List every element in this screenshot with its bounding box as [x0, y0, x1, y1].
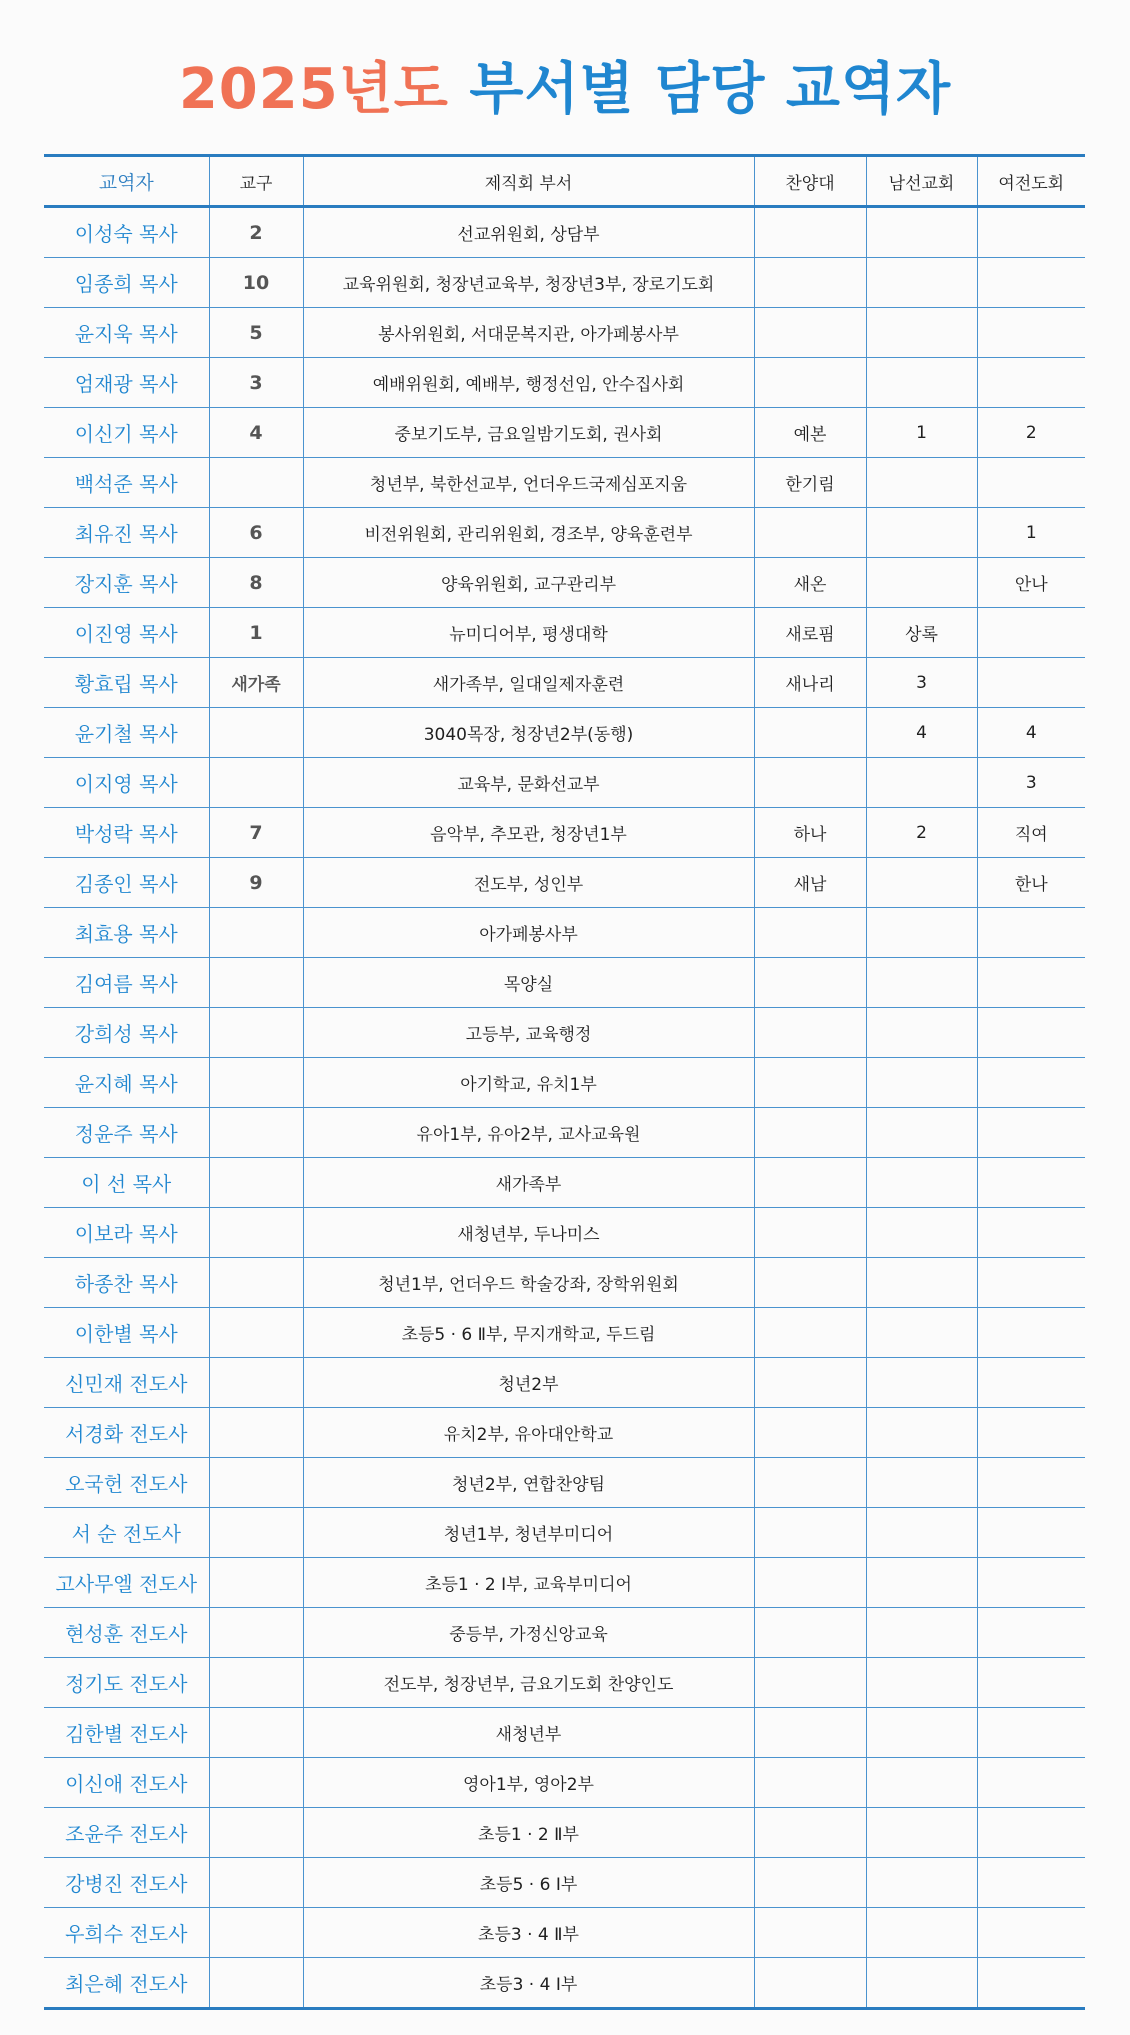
cell-department: 3040목장, 청장년2부(동행) — [303, 708, 754, 758]
cell-choir: 예본 — [754, 408, 866, 458]
cell-mens-mission — [866, 1158, 977, 1208]
cell-mens-mission: 2 — [866, 808, 977, 858]
cell-mens-mission — [866, 1208, 977, 1258]
cell-mens-mission — [866, 258, 977, 308]
table-row — [44, 1408, 1085, 1458]
cell-district: 4 — [209, 408, 303, 458]
cell-staff-name: 신민재 전도사 — [44, 1358, 209, 1408]
cell-choir: 새온 — [754, 558, 866, 608]
cell-womens-mission — [977, 658, 1085, 708]
cell-mens-mission — [866, 1808, 977, 1858]
table-row — [44, 1908, 1085, 1958]
header-choir: 찬양대 — [754, 156, 866, 207]
cell-department: 청년2부 — [303, 1358, 754, 1408]
cell-womens-mission — [977, 1158, 1085, 1208]
table-row — [44, 258, 1085, 308]
cell-choir — [754, 1758, 866, 1808]
cell-staff-name: 김한별 전도사 — [44, 1708, 209, 1758]
cell-department: 아가페봉사부 — [303, 908, 754, 958]
header-district: 교구 — [209, 156, 303, 207]
cell-choir: 새남 — [754, 858, 866, 908]
cell-choir — [754, 1008, 866, 1058]
cell-department: 초등5 · 6 Ⅰ부 — [303, 1858, 754, 1908]
cell-staff-name: 고사무엘 전도사 — [44, 1558, 209, 1608]
cell-womens-mission — [977, 458, 1085, 508]
cell-choir — [754, 1808, 866, 1858]
cell-choir — [754, 1908, 866, 1958]
cell-department: 전도부, 성인부 — [303, 858, 754, 908]
cell-staff-name: 이한별 목사 — [44, 1308, 209, 1358]
cell-choir: 새로핌 — [754, 608, 866, 658]
header-row — [44, 156, 1085, 207]
table-row — [44, 558, 1085, 608]
table-row — [44, 458, 1085, 508]
cell-department: 초등1 · 2 Ⅱ부 — [303, 1808, 754, 1858]
cell-womens-mission: 1 — [977, 508, 1085, 558]
cell-department: 새청년부 — [303, 1708, 754, 1758]
title-year: 2025년도 — [178, 57, 449, 122]
cell-district: 8 — [209, 558, 303, 608]
cell-choir — [754, 358, 866, 408]
cell-womens-mission — [977, 908, 1085, 958]
cell-womens-mission: 2 — [977, 408, 1085, 458]
cell-womens-mission — [977, 1508, 1085, 1558]
cell-department: 선교위원회, 상담부 — [303, 207, 754, 258]
cell-womens-mission: 3 — [977, 758, 1085, 808]
cell-district — [209, 1408, 303, 1458]
cell-staff-name: 황효립 목사 — [44, 658, 209, 708]
cell-staff-name: 하종찬 목사 — [44, 1258, 209, 1308]
table-row — [44, 1758, 1085, 1808]
table-row — [44, 408, 1085, 458]
cell-department: 청년1부, 언더우드 학술강좌, 장학위원회 — [303, 1258, 754, 1308]
table-row — [44, 1258, 1085, 1308]
cell-staff-name: 박성락 목사 — [44, 808, 209, 858]
cell-staff-name: 임종희 목사 — [44, 258, 209, 308]
cell-district — [209, 1258, 303, 1308]
cell-choir — [754, 958, 866, 1008]
cell-choir — [754, 508, 866, 558]
cell-staff-name: 이진영 목사 — [44, 608, 209, 658]
cell-staff-name: 이보라 목사 — [44, 1208, 209, 1258]
cell-womens-mission — [977, 1658, 1085, 1708]
cell-department: 초등3 · 4 Ⅰ부 — [303, 1958, 754, 2009]
cell-district — [209, 758, 303, 808]
table-row — [44, 1008, 1085, 1058]
table-row — [44, 1858, 1085, 1908]
cell-department: 비전위원회, 관리위원회, 경조부, 양육훈련부 — [303, 508, 754, 558]
cell-district — [209, 708, 303, 758]
cell-womens-mission — [977, 207, 1085, 258]
cell-mens-mission — [866, 958, 977, 1008]
cell-womens-mission — [977, 1908, 1085, 1958]
cell-womens-mission — [977, 1708, 1085, 1758]
cell-district: 10 — [209, 258, 303, 308]
cell-district — [209, 1558, 303, 1608]
cell-mens-mission — [866, 1058, 977, 1108]
cell-womens-mission — [977, 1958, 1085, 2009]
header-department: 제직회 부서 — [303, 156, 754, 207]
table-row — [44, 508, 1085, 558]
cell-staff-name: 백석준 목사 — [44, 458, 209, 508]
cell-choir — [754, 1608, 866, 1658]
cell-district: 7 — [209, 808, 303, 858]
table-header — [44, 156, 1085, 207]
cell-mens-mission — [866, 358, 977, 408]
cell-department: 음악부, 추모관, 청장년1부 — [303, 808, 754, 858]
cell-department: 영아1부, 영아2부 — [303, 1758, 754, 1808]
cell-womens-mission: 4 — [977, 708, 1085, 758]
cell-staff-name: 강희성 목사 — [44, 1008, 209, 1058]
cell-womens-mission: 직여 — [977, 808, 1085, 858]
cell-department: 새청년부, 두나미스 — [303, 1208, 754, 1258]
cell-district — [209, 1458, 303, 1508]
cell-womens-mission — [977, 1358, 1085, 1408]
cell-department: 고등부, 교육행정 — [303, 1008, 754, 1058]
cell-district — [209, 1508, 303, 1558]
cell-district — [209, 958, 303, 1008]
cell-mens-mission — [866, 308, 977, 358]
cell-district — [209, 1158, 303, 1208]
cell-mens-mission — [866, 1408, 977, 1458]
cell-womens-mission — [977, 1108, 1085, 1158]
cell-mens-mission — [866, 1508, 977, 1558]
cell-department: 초등5 · 6 Ⅱ부, 무지개학교, 두드림 — [303, 1308, 754, 1358]
cell-staff-name: 이성숙 목사 — [44, 207, 209, 258]
cell-choir — [754, 1458, 866, 1508]
cell-choir — [754, 1558, 866, 1608]
cell-mens-mission: 4 — [866, 708, 977, 758]
cell-department: 청년1부, 청년부미디어 — [303, 1508, 754, 1558]
cell-department: 교육위원회, 청장년교육부, 청장년3부, 장로기도회 — [303, 258, 754, 308]
cell-mens-mission — [866, 908, 977, 958]
table-row — [44, 1308, 1085, 1358]
cell-staff-name: 이지영 목사 — [44, 758, 209, 808]
table-row — [44, 908, 1085, 958]
cell-district: 5 — [209, 308, 303, 358]
cell-department: 뉴미디어부, 평생대학 — [303, 608, 754, 658]
cell-district: 1 — [209, 608, 303, 658]
cell-mens-mission — [866, 1758, 977, 1808]
cell-department: 교육부, 문화선교부 — [303, 758, 754, 808]
cell-district — [209, 1808, 303, 1858]
cell-department: 새가족부, 일대일제자훈련 — [303, 658, 754, 708]
cell-womens-mission — [977, 1858, 1085, 1908]
cell-womens-mission — [977, 1008, 1085, 1058]
cell-womens-mission — [977, 1608, 1085, 1658]
cell-choir — [754, 1508, 866, 1558]
cell-department: 목양실 — [303, 958, 754, 1008]
header-mens-mission: 남선교회 — [866, 156, 977, 207]
table-row — [44, 1958, 1085, 2009]
table-row — [44, 1208, 1085, 1258]
cell-womens-mission — [977, 1258, 1085, 1308]
table-row — [44, 658, 1085, 708]
cell-choir — [754, 1308, 866, 1358]
cell-staff-name: 서 순 전도사 — [44, 1508, 209, 1558]
cell-staff-name: 이신기 목사 — [44, 408, 209, 458]
table-row — [44, 1558, 1085, 1608]
cell-mens-mission — [866, 558, 977, 608]
cell-staff-name: 조윤주 전도사 — [44, 1808, 209, 1858]
table-row — [44, 1108, 1085, 1158]
cell-choir — [754, 1858, 866, 1908]
table-row — [44, 1658, 1085, 1708]
cell-staff-name: 장지훈 목사 — [44, 558, 209, 608]
table-row — [44, 608, 1085, 658]
cell-staff-name: 현성훈 전도사 — [44, 1608, 209, 1658]
table-row — [44, 1708, 1085, 1758]
table-row — [44, 308, 1085, 358]
cell-womens-mission — [977, 1808, 1085, 1858]
cell-mens-mission — [866, 1308, 977, 1358]
cell-staff-name: 서경화 전도사 — [44, 1408, 209, 1458]
cell-mens-mission — [866, 758, 977, 808]
cell-district — [209, 1308, 303, 1358]
cell-womens-mission — [977, 1758, 1085, 1808]
cell-district — [209, 908, 303, 958]
table-row — [44, 1608, 1085, 1658]
cell-district — [209, 1608, 303, 1658]
cell-staff-name: 우희수 전도사 — [44, 1908, 209, 1958]
cell-choir — [754, 1108, 866, 1158]
cell-staff-name: 이 선 목사 — [44, 1158, 209, 1208]
cell-department: 유치2부, 유아대안학교 — [303, 1408, 754, 1458]
title-main: 부서별 담당 교역자 — [469, 57, 952, 122]
cell-choir — [754, 758, 866, 808]
cell-staff-name: 강병진 전도사 — [44, 1858, 209, 1908]
cell-choir — [754, 1258, 866, 1308]
cell-department: 예배위원회, 예배부, 행정선임, 안수집사회 — [303, 358, 754, 408]
cell-choir — [754, 1058, 866, 1108]
cell-mens-mission — [866, 1858, 977, 1908]
header-staff: 교역자 — [44, 156, 209, 207]
cell-choir — [754, 1708, 866, 1758]
cell-staff-name: 김종인 목사 — [44, 858, 209, 908]
cell-mens-mission: 1 — [866, 408, 977, 458]
cell-district — [209, 1658, 303, 1708]
cell-district: 새가족 — [209, 658, 303, 708]
cell-mens-mission — [866, 1558, 977, 1608]
cell-district — [209, 1958, 303, 2009]
cell-district — [209, 1758, 303, 1808]
cell-district — [209, 1208, 303, 1258]
staff-department-table — [44, 154, 1085, 2010]
cell-choir: 새나리 — [754, 658, 866, 708]
cell-mens-mission: 상록 — [866, 608, 977, 658]
cell-district — [209, 1008, 303, 1058]
table-body — [44, 207, 1085, 2009]
table-row — [44, 1808, 1085, 1858]
table-row — [44, 808, 1085, 858]
header-womens-mission: 여전도회 — [977, 156, 1085, 207]
cell-department: 청년부, 북한선교부, 언더우드국제심포지움 — [303, 458, 754, 508]
cell-district — [209, 458, 303, 508]
cell-choir — [754, 1158, 866, 1208]
cell-department: 전도부, 청장년부, 금요기도회 찬양인도 — [303, 1658, 754, 1708]
cell-department: 초등1 · 2 Ⅰ부, 교육부미디어 — [303, 1558, 754, 1608]
cell-district — [209, 1058, 303, 1108]
cell-department: 중보기도부, 금요일밤기도회, 권사회 — [303, 408, 754, 458]
cell-choir — [754, 258, 866, 308]
cell-district — [209, 1908, 303, 1958]
table-row — [44, 207, 1085, 258]
cell-staff-name: 엄재광 목사 — [44, 358, 209, 408]
cell-staff-name: 김여름 목사 — [44, 958, 209, 1008]
cell-department: 아기학교, 유치1부 — [303, 1058, 754, 1108]
cell-mens-mission — [866, 1608, 977, 1658]
cell-staff-name: 최유진 목사 — [44, 508, 209, 558]
cell-department: 봉사위원회, 서대문복지관, 아가페봉사부 — [303, 308, 754, 358]
cell-womens-mission — [977, 1208, 1085, 1258]
table-row — [44, 858, 1085, 908]
cell-womens-mission — [977, 1408, 1085, 1458]
cell-womens-mission — [977, 1308, 1085, 1358]
cell-district — [209, 1358, 303, 1408]
cell-mens-mission — [866, 1258, 977, 1308]
cell-department: 중등부, 가정신앙교육 — [303, 1608, 754, 1658]
cell-mens-mission — [866, 1008, 977, 1058]
cell-womens-mission: 안나 — [977, 558, 1085, 608]
cell-mens-mission — [866, 1908, 977, 1958]
page-title — [0, 52, 1130, 128]
table-row — [44, 1508, 1085, 1558]
cell-staff-name: 윤지혜 목사 — [44, 1058, 209, 1108]
cell-mens-mission — [866, 858, 977, 908]
cell-staff-name: 오국헌 전도사 — [44, 1458, 209, 1508]
cell-mens-mission — [866, 1108, 977, 1158]
cell-choir — [754, 1358, 866, 1408]
cell-choir — [754, 1408, 866, 1458]
table-row — [44, 758, 1085, 808]
cell-staff-name: 윤지욱 목사 — [44, 308, 209, 358]
cell-choir — [754, 207, 866, 258]
cell-choir — [754, 908, 866, 958]
cell-mens-mission — [866, 458, 977, 508]
table-row — [44, 1458, 1085, 1508]
cell-district — [209, 1708, 303, 1758]
cell-womens-mission — [977, 1058, 1085, 1108]
cell-district: 9 — [209, 858, 303, 908]
cell-staff-name: 정기도 전도사 — [44, 1658, 209, 1708]
table-row — [44, 358, 1085, 408]
cell-mens-mission — [866, 1658, 977, 1708]
cell-staff-name: 정윤주 목사 — [44, 1108, 209, 1158]
table-row — [44, 1158, 1085, 1208]
cell-district — [209, 1858, 303, 1908]
cell-mens-mission — [866, 207, 977, 258]
cell-womens-mission — [977, 1458, 1085, 1508]
cell-choir — [754, 1958, 866, 2009]
cell-district: 2 — [209, 207, 303, 258]
cell-womens-mission — [977, 358, 1085, 408]
cell-department: 양육위원회, 교구관리부 — [303, 558, 754, 608]
table-row — [44, 708, 1085, 758]
table-row — [44, 1058, 1085, 1108]
cell-department: 새가족부 — [303, 1158, 754, 1208]
cell-choir — [754, 1658, 866, 1708]
cell-choir: 한기림 — [754, 458, 866, 508]
cell-district: 6 — [209, 508, 303, 558]
cell-department: 청년2부, 연합찬양팀 — [303, 1458, 754, 1508]
cell-mens-mission — [866, 1958, 977, 2009]
cell-district — [209, 1108, 303, 1158]
cell-department: 초등3 · 4 Ⅱ부 — [303, 1908, 754, 1958]
cell-choir — [754, 1208, 866, 1258]
cell-staff-name: 이신애 전도사 — [44, 1758, 209, 1808]
cell-choir — [754, 308, 866, 358]
table-row — [44, 958, 1085, 1008]
cell-choir: 하나 — [754, 808, 866, 858]
cell-mens-mission — [866, 1458, 977, 1508]
cell-womens-mission — [977, 308, 1085, 358]
cell-womens-mission: 한나 — [977, 858, 1085, 908]
cell-womens-mission — [977, 258, 1085, 308]
cell-mens-mission — [866, 508, 977, 558]
table-row — [44, 1358, 1085, 1408]
cell-staff-name: 최효용 목사 — [44, 908, 209, 958]
cell-womens-mission — [977, 958, 1085, 1008]
cell-mens-mission — [866, 1708, 977, 1758]
cell-staff-name: 윤기철 목사 — [44, 708, 209, 758]
cell-staff-name: 최은혜 전도사 — [44, 1958, 209, 2009]
cell-district: 3 — [209, 358, 303, 408]
cell-womens-mission — [977, 1558, 1085, 1608]
cell-womens-mission — [977, 608, 1085, 658]
cell-mens-mission — [866, 1358, 977, 1408]
cell-department: 유아1부, 유아2부, 교사교육원 — [303, 1108, 754, 1158]
cell-choir — [754, 708, 866, 758]
cell-mens-mission: 3 — [866, 658, 977, 708]
